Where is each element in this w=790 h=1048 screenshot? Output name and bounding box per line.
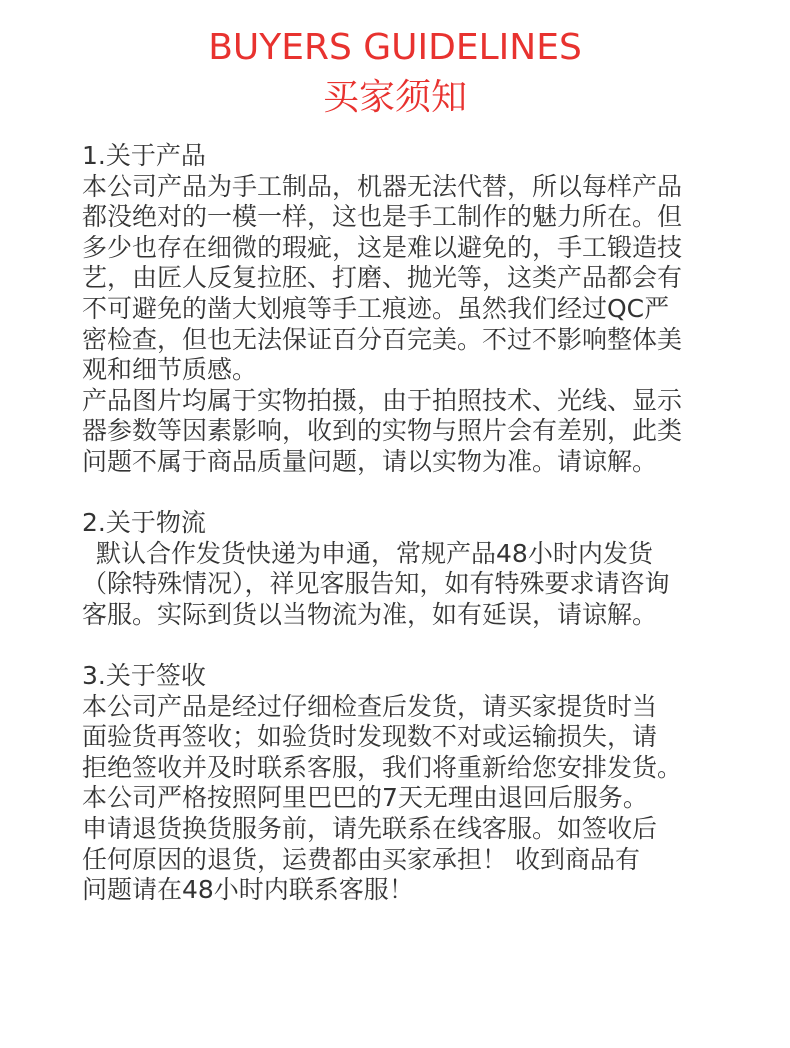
paragraph-line: 产品图片均属于实物拍摄，由于拍照技术、光线、显示: [82, 385, 683, 415]
paragraph-line: 默认合作发货快递为申通，常规产品48小时内发货: [96, 538, 653, 568]
guidelines-body: [82, 141, 762, 936]
paragraph-line: 问题不属于商品质量问题，请以实物为准。请谅解。: [82, 446, 658, 476]
paragraph-line: 器参数等因素影响，收到的实物与照片会有差别，此类: [82, 416, 683, 446]
paragraph-line: 本公司严格按照阿里巴巴的7天无理由退回后服务。: [82, 783, 648, 813]
paragraph-line: 密检查，但也无法保证百分百完美。不过不影响整体美: [82, 324, 683, 354]
paragraph-line: 观和细节质感。: [82, 355, 258, 385]
paragraph-line: 都没绝对的一模一样，这也是手工制作的魅力所在。但: [82, 202, 683, 232]
paragraph-line: 多少也存在细微的瑕疵，这是难以避免的，手工锻造技: [82, 232, 683, 262]
paragraph-line: 艺，由匠人反复拉胚、打磨、抛光等，这类产品都会有: [82, 263, 683, 293]
section-heading: 2.关于物流: [82, 508, 206, 538]
paragraph-line: 本公司产品为手工制品，机器无法代替，所以每样产品: [82, 171, 683, 201]
paragraph-line: 面验货再签收；如验货时发现数不对或运输损失，请: [82, 722, 658, 752]
paragraph-line: （除特殊情况），祥见客服告知，如有特殊要求请咨询: [82, 569, 670, 599]
section-heading: 1.关于产品: [82, 141, 206, 170]
paragraph-line: 申请退货换货服务前，请先联系在线客服。如签收后: [82, 814, 658, 844]
paragraph-line: 不可避免的凿大划痕等手工痕迹。虽然我们经过QC严: [82, 293, 670, 323]
section-heading: 3.关于签收: [82, 661, 206, 691]
paragraph-line: 本公司产品是经过仔细检查后发货，请买家提货时当: [82, 691, 658, 721]
title-english: BUYERS GUIDELINES: [208, 27, 582, 68]
paragraph-line: 拒绝签收并及时联系客服，我们将重新给您安排发货。: [82, 752, 683, 782]
title-chinese: 买家须知: [322, 77, 467, 118]
section-logistics: [82, 508, 762, 630]
section-receipt: [82, 661, 762, 906]
section-product: [82, 141, 762, 478]
paragraph-line: 问题请在48小时内联系客服！: [82, 875, 414, 905]
paragraph-line: 客服。实际到货以当物流为准，如有延误，请谅解。: [82, 599, 658, 629]
paragraph-line: 任何原因的退货，运费都由买家承担！ 收到商品有: [82, 844, 640, 874]
